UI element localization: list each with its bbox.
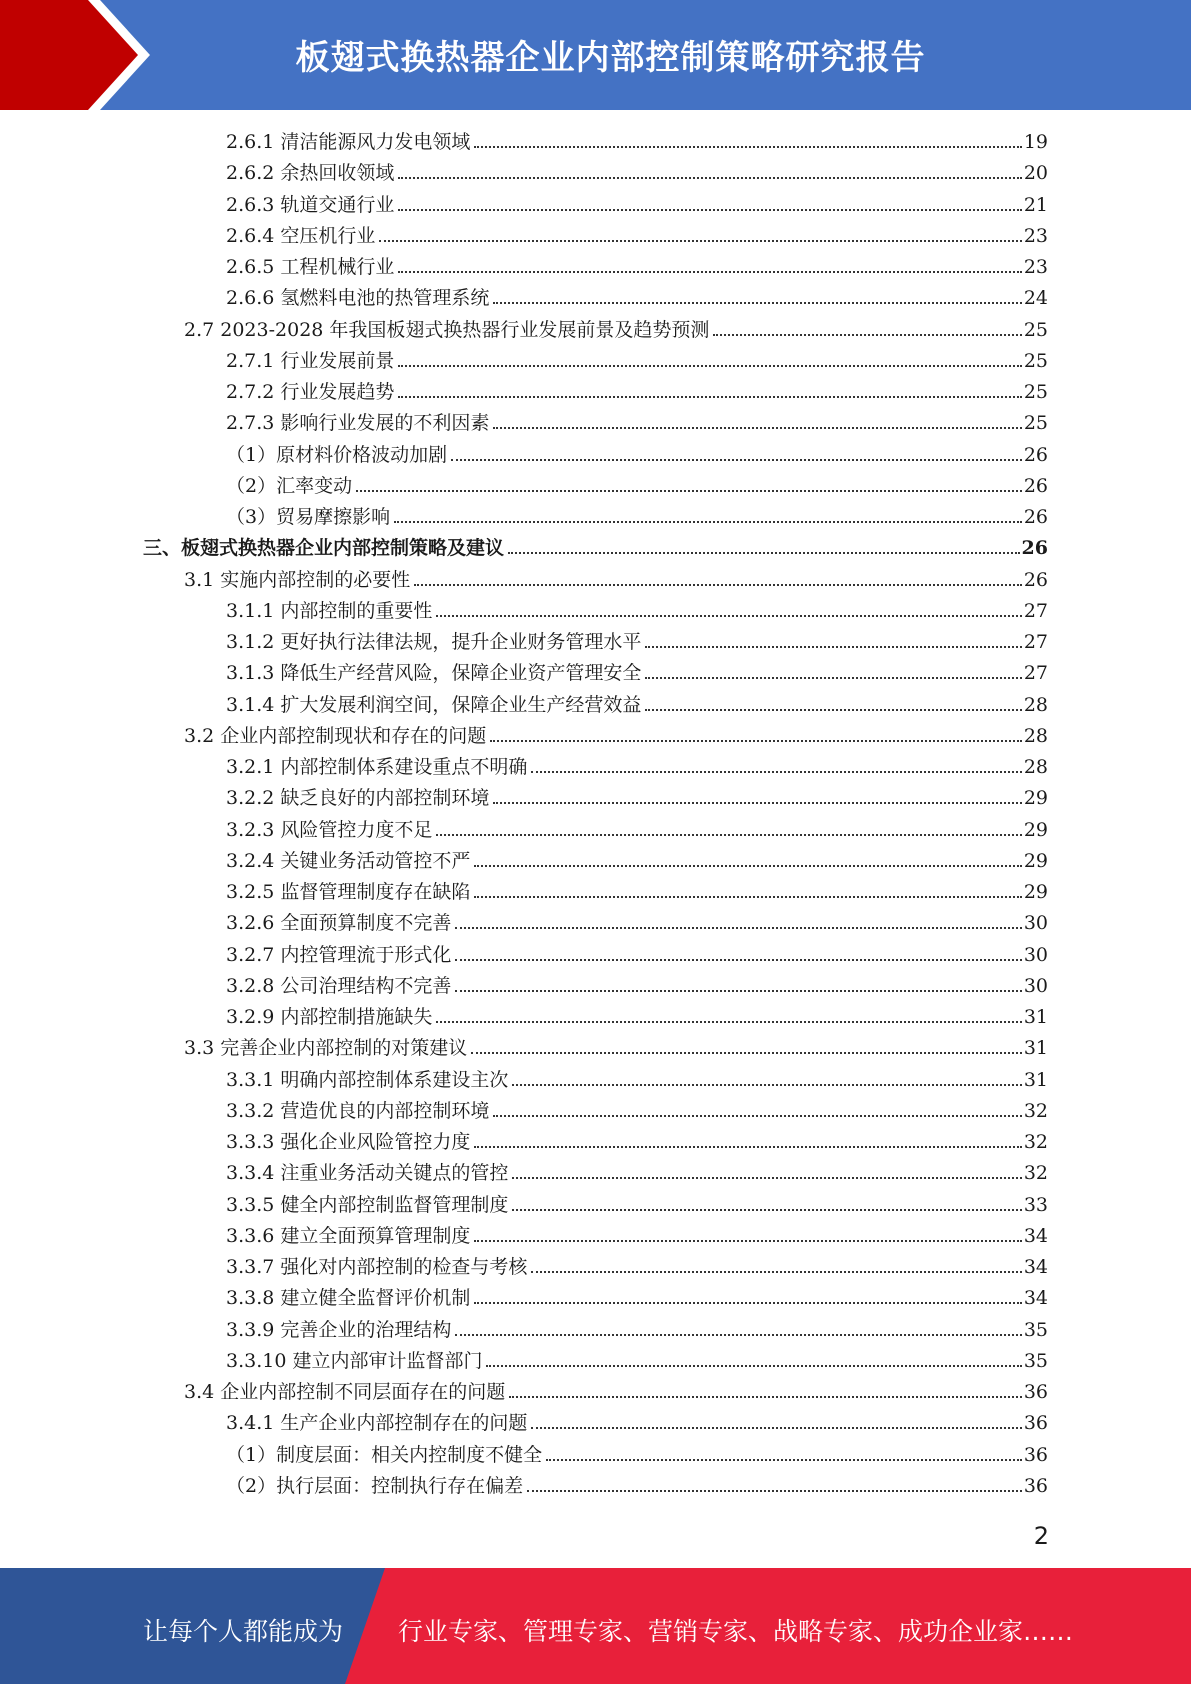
toc-leader-dots xyxy=(436,615,1021,617)
toc-entry-page: 25 xyxy=(1023,349,1048,372)
toc-entry-page: 25 xyxy=(1023,318,1048,341)
toc-entry-page: 23 xyxy=(1023,224,1048,247)
toc-entry-label: 3.3.7 强化对内部控制的检查与考核 xyxy=(226,1256,528,1278)
toc-leader-dots xyxy=(512,1209,1021,1211)
report-header xyxy=(0,0,1191,110)
toc-entry[interactable] xyxy=(226,1128,1048,1156)
toc-entry[interactable] xyxy=(184,1378,1048,1406)
toc-entry-label: 2.7.1 行业发展前景 xyxy=(226,349,395,372)
toc-entry-label: 3.1.2 更好执行法律法规，提升企业财务管理水平 xyxy=(226,631,642,653)
toc-entry-page: 35 xyxy=(1023,1349,1048,1372)
toc-entry-label: 2.7.3 影响行业发展的不利因素 xyxy=(226,412,490,435)
toc-entry-label: 3.3.6 建立全面预算管理制度 xyxy=(226,1224,471,1247)
toc-entry-page: 36 xyxy=(1023,1443,1048,1466)
toc-entry[interactable] xyxy=(226,1409,1048,1437)
toc-entry-page: 29 xyxy=(1023,881,1048,903)
toc-entry-label: 3.2.4 关键业务活动管控不严 xyxy=(226,849,471,872)
toc-entry-label: 3.3.9 完善企业的治理结构 xyxy=(226,1318,452,1341)
toc-leader-dots xyxy=(645,677,1021,679)
toc-entry[interactable] xyxy=(226,909,1048,937)
toc-entry-label: （2）执行层面：控制执行存在偏差 xyxy=(226,1474,524,1497)
toc-entry-page: 32 xyxy=(1023,1099,1048,1122)
toc-entry[interactable] xyxy=(226,1347,1048,1375)
toc-entry[interactable] xyxy=(226,159,1048,187)
toc-entry[interactable] xyxy=(226,628,1048,656)
toc-entry-label: 3.1.3 降低生产经营风险，保障企业资产管理安全 xyxy=(226,662,642,685)
toc-entry[interactable] xyxy=(226,1066,1048,1094)
toc-entry[interactable] xyxy=(226,691,1048,719)
toc-entry-page: 24 xyxy=(1023,287,1048,310)
toc-leader-dots xyxy=(471,1052,1022,1054)
toc-entry-page: 26 xyxy=(1023,506,1048,528)
toc-leader-dots xyxy=(486,1365,1021,1367)
toc-entry[interactable] xyxy=(184,1034,1048,1062)
toc-leader-dots xyxy=(398,365,1021,367)
toc-entry-label: 3.2.1 内部控制体系建设重点不明确 xyxy=(226,756,528,778)
toc-entry-page: 34 xyxy=(1023,1224,1048,1247)
report-title: 板翅式换热器企业内部控制策略研究报告 xyxy=(295,38,926,78)
toc-entry-label: 3.3.3 强化企业风险管控力度 xyxy=(226,1131,471,1153)
toc-entry[interactable] xyxy=(226,941,1048,969)
toc-leader-dots xyxy=(455,990,1021,992)
toc-entry[interactable] xyxy=(184,566,1048,594)
toc-entry[interactable] xyxy=(226,347,1048,375)
toc-entry[interactable] xyxy=(226,1003,1048,1031)
toc-leader-dots xyxy=(713,334,1021,336)
toc-entry-page: 34 xyxy=(1023,1287,1048,1310)
toc-entry-page: 29 xyxy=(1023,849,1048,872)
toc-leader-dots xyxy=(512,1084,1021,1086)
toc-entry-page: 26 xyxy=(1021,537,1048,560)
toc-entry[interactable] xyxy=(143,534,1048,562)
toc-leader-dots xyxy=(509,1396,1022,1398)
toc-leader-dots xyxy=(493,427,1021,429)
toc-entry[interactable] xyxy=(226,1159,1048,1187)
toc-entry[interactable] xyxy=(226,597,1048,625)
toc-entry-page: 19 xyxy=(1023,131,1048,153)
toc-entry-label: （1）原材料价格波动加剧 xyxy=(226,443,448,466)
toc-leader-dots xyxy=(455,927,1021,929)
toc-leader-dots xyxy=(474,1302,1021,1304)
toc-entry-label: 3.2.6 全面预算制度不完善 xyxy=(226,912,452,935)
toc-entry-page: 30 xyxy=(1023,912,1048,935)
toc-entry-label: （1）制度层面：相关内控制度不健全 xyxy=(226,1443,543,1466)
toc-leader-dots xyxy=(645,709,1021,711)
toc-entry-page: 36 xyxy=(1023,1474,1048,1497)
toc-leader-dots xyxy=(493,302,1021,304)
toc-entry-label: 2.6.1 清洁能源风力发电领域 xyxy=(226,131,471,153)
toc-entry[interactable] xyxy=(226,253,1048,281)
toc-entry-page: 36 xyxy=(1023,1381,1048,1403)
toc-entry-label: 3.4.1 生产企业内部控制存在的问题 xyxy=(226,1412,528,1435)
toc-entry-label: 3.3.2 营造优良的内部控制环境 xyxy=(226,1099,490,1122)
toc-leader-dots xyxy=(394,521,1022,523)
toc-entry-page: 27 xyxy=(1023,631,1048,653)
toc-leader-dots xyxy=(474,1240,1021,1242)
toc-entry[interactable] xyxy=(226,284,1048,312)
toc-entry-label: 2.7.2 行业发展趋势 xyxy=(226,381,395,403)
toc-entry-page: 32 xyxy=(1023,1162,1048,1185)
toc-leader-dots xyxy=(398,396,1021,398)
toc-entry-page: 35 xyxy=(1023,1318,1048,1341)
toc-entry-page: 31 xyxy=(1023,1037,1048,1060)
toc-entry[interactable] xyxy=(226,972,1048,1000)
toc-entry[interactable] xyxy=(226,378,1048,406)
toc-entry-page: 29 xyxy=(1023,787,1048,810)
toc-entry[interactable] xyxy=(226,128,1048,156)
toc-leader-dots xyxy=(490,740,1022,742)
toc-leader-dots xyxy=(546,1459,1022,1461)
toc-leader-dots xyxy=(356,490,1022,492)
toc-leader-dots xyxy=(527,1490,1022,1492)
toc-entry[interactable] xyxy=(226,1441,1048,1469)
page-number: 2 xyxy=(1033,1522,1049,1550)
toc-leader-dots xyxy=(398,271,1021,273)
toc-entry-label: 3.1.4 扩大发展利润空间，保障企业生产经营效益 xyxy=(226,693,642,716)
toc-entry-page: 36 xyxy=(1023,1412,1048,1435)
toc-entry[interactable] xyxy=(184,722,1048,750)
toc-leader-dots xyxy=(455,1334,1021,1336)
toc-leader-dots xyxy=(474,865,1021,867)
toc-entry-label: 3.2.3 风险管控力度不足 xyxy=(226,818,433,841)
toc-leader-dots xyxy=(493,802,1021,804)
toc-entry-label: 3.2.2 缺乏良好的内部控制环境 xyxy=(226,787,490,810)
toc-entry[interactable] xyxy=(226,1284,1048,1312)
toc-leader-dots xyxy=(436,834,1021,836)
toc-entry-label: 3.3.10 建立内部审计监督部门 xyxy=(226,1349,483,1372)
toc-leader-dots xyxy=(455,959,1021,961)
toc-entry[interactable] xyxy=(226,753,1048,781)
toc-entry[interactable] xyxy=(226,816,1048,844)
toc-entry[interactable] xyxy=(226,659,1048,687)
toc-entry-page: 28 xyxy=(1023,756,1048,778)
toc-leader-dots xyxy=(531,771,1021,773)
toc-leader-dots xyxy=(645,646,1021,648)
toc-entry[interactable] xyxy=(226,1472,1048,1500)
toc-entry-label: 2.6.6 氢燃料电池的热管理系统 xyxy=(226,287,490,310)
toc-leader-dots xyxy=(493,1115,1021,1117)
toc-entry-page: 28 xyxy=(1023,724,1048,747)
toc-entry-page: 28 xyxy=(1023,693,1048,716)
toc-entry-label: 3.3.5 健全内部控制监督管理制度 xyxy=(226,1193,509,1216)
toc-entry-label: （2）汇率变动 xyxy=(226,474,353,497)
toc-entry-label: 3.3 完善企业内部控制的对策建议 xyxy=(184,1037,468,1060)
toc-entry[interactable] xyxy=(226,1222,1048,1250)
toc-entry-page: 25 xyxy=(1023,381,1048,403)
toc-entry-page: 20 xyxy=(1023,162,1048,185)
toc-entry-label: 2.7 2023-2028 年我国板翅式换热器行业发展前景及趋势预测 xyxy=(184,318,710,341)
toc-entry[interactable] xyxy=(226,472,1048,500)
toc-entry-label: 2.6.5 工程机械行业 xyxy=(226,256,395,278)
toc-entry[interactable] xyxy=(226,1097,1048,1125)
toc-entry[interactable] xyxy=(226,1316,1048,1344)
toc-leader-dots xyxy=(512,1177,1021,1179)
toc-leader-dots xyxy=(531,1271,1021,1273)
toc-leader-dots xyxy=(398,177,1021,179)
toc-entry-page: 34 xyxy=(1023,1256,1048,1278)
toc-entry-label: 三、板翅式换热器企业内部控制策略及建议 xyxy=(143,537,505,560)
toc-entry-page: 27 xyxy=(1023,662,1048,685)
toc-entry-page: 29 xyxy=(1023,818,1048,841)
toc-entry-label: （3）贸易摩擦影响 xyxy=(226,506,391,528)
footer-banner xyxy=(0,1568,1191,1684)
toc-leader-dots xyxy=(508,552,1020,554)
toc-entry-page: 21 xyxy=(1023,193,1048,216)
toc-entry-page: 25 xyxy=(1023,412,1048,435)
toc-entry-page: 26 xyxy=(1023,443,1048,466)
toc-entry[interactable] xyxy=(226,878,1048,906)
toc-entry-page: 26 xyxy=(1023,474,1048,497)
toc-entry[interactable] xyxy=(226,503,1048,531)
toc-entry[interactable] xyxy=(226,222,1048,250)
toc-entry-page: 31 xyxy=(1023,1068,1048,1091)
toc-leader-dots xyxy=(414,584,1022,586)
footer-slogan-right: 行业专家、管理专家、营销专家、战略专家、成功企业家…… xyxy=(398,1617,1074,1646)
toc-entry-label: 3.1.1 内部控制的重要性 xyxy=(226,599,433,622)
toc-entry-page: 32 xyxy=(1023,1131,1048,1153)
toc-entry[interactable] xyxy=(226,409,1048,437)
toc-entry-label: 3.3.8 建立健全监督评价机制 xyxy=(226,1287,471,1310)
toc-entry[interactable] xyxy=(226,847,1048,875)
toc-entry-page: 33 xyxy=(1023,1193,1048,1216)
toc-leader-dots xyxy=(436,1021,1021,1023)
toc-entry-label: 3.2.8 公司治理结构不完善 xyxy=(226,974,452,997)
toc-entry[interactable] xyxy=(226,784,1048,812)
toc-entry-label: 3.2.9 内部控制措施缺失 xyxy=(226,1006,433,1028)
toc-entry-label: 3.2.7 内控管理流于形式化 xyxy=(226,943,452,966)
toc-entry-page: 23 xyxy=(1023,256,1048,278)
toc-leader-dots xyxy=(474,146,1021,148)
toc-entry-label: 2.6.2 余热回收领域 xyxy=(226,162,395,185)
toc-entry-page: 30 xyxy=(1023,943,1048,966)
toc-entry-label: 2.6.3 轨道交通行业 xyxy=(226,193,395,216)
toc-leader-dots xyxy=(398,209,1021,211)
toc-leader-dots xyxy=(474,896,1021,898)
toc-entry[interactable] xyxy=(226,441,1048,469)
toc-entry-page: 30 xyxy=(1023,974,1048,997)
toc-entry[interactable] xyxy=(184,316,1048,344)
toc-entry-page: 27 xyxy=(1023,599,1048,622)
toc-entry-label: 2.6.4 空压机行业 xyxy=(226,224,376,247)
toc-entry[interactable] xyxy=(226,1191,1048,1219)
toc-entry-label: 3.2.5 监督管理制度存在缺陷 xyxy=(226,881,471,903)
toc-leader-dots xyxy=(451,459,1022,461)
toc-entry[interactable] xyxy=(226,191,1048,219)
toc-entry-label: 3.3.4 注重业务活动关键点的管控 xyxy=(226,1162,509,1185)
toc-entry-page: 31 xyxy=(1023,1006,1048,1028)
toc-entry-label: 3.3.1 明确内部控制体系建设主次 xyxy=(226,1068,509,1091)
toc-leader-dots xyxy=(474,1146,1021,1148)
footer-slogan-left: 让每个人都能成为 xyxy=(143,1617,344,1646)
toc-entry-page: 26 xyxy=(1023,568,1048,591)
toc-entry[interactable] xyxy=(226,1253,1048,1281)
toc-leader-dots xyxy=(379,240,1021,242)
toc-entry-label: 3.4 企业内部控制不同层面存在的问题 xyxy=(184,1381,506,1403)
toc-entry-label: 3.1 实施内部控制的必要性 xyxy=(184,568,411,591)
toc-entry-label: 3.2 企业内部控制现状和存在的问题 xyxy=(184,724,487,747)
toc-leader-dots xyxy=(531,1427,1021,1429)
